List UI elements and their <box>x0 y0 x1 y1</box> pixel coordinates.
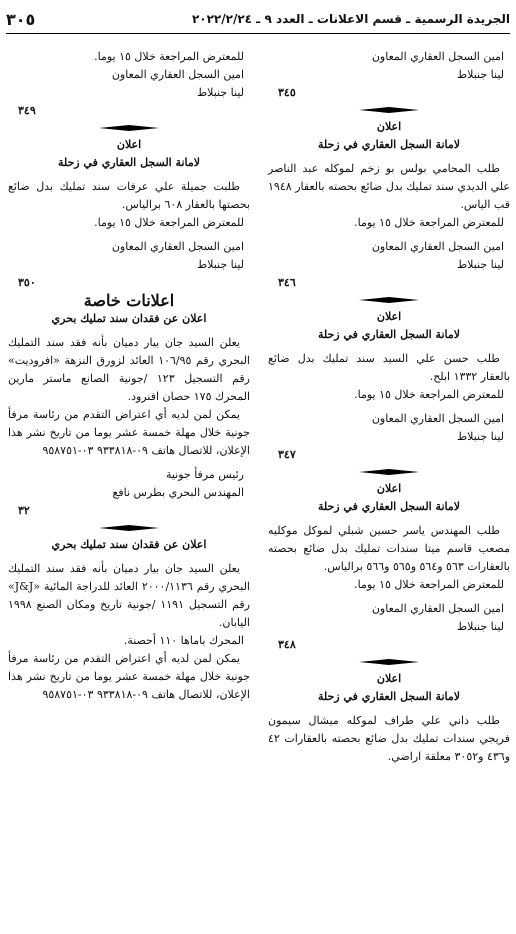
notice-number: ٣٤٩ <box>18 104 36 117</box>
signer-name: لينا جنبلاط <box>456 620 504 633</box>
notice-body: طلب حسن علي السيد سند تمليك بدل ضائع بالعقار ١٣٣٢ ابلح. <box>268 352 510 383</box>
objection-note: للمعترض المراجعة خلال ١٥ يوما. <box>354 578 504 591</box>
page-number: ٣٠٥ <box>6 9 36 29</box>
signer-title: امين السجل العقاري المعاون <box>111 68 244 81</box>
notice-subtitle: لامانة السجل العقاري في زحلة <box>317 328 461 341</box>
header-rule <box>6 33 510 34</box>
signer-title: رئيس مرفأ جونية <box>165 468 244 481</box>
notice-title: اعلان <box>376 120 402 133</box>
notice-subtitle: لامانة السجل العقاري في زحلة <box>317 690 461 703</box>
notice-body: طلب المهندس ياسر حسين شبلي لموكل موكليه مصعب قاسم ميتا سندات تمليك بدل ضائع بحصته بالعقارات ٥٦٣ و٥٦٤ و٥٦٥ و٥٦٦ برالياس. <box>268 524 510 573</box>
signer-name: لينا جنبلاط <box>456 68 504 81</box>
notice-number: ٣٤٥ <box>278 86 296 99</box>
notice-body: يعلن السيد جان بيار دميان بأنه فقد سند التمليك البحري رقم ٢٠٠٠/١١٣٦ العائد للدراجة المائية «J&J» رقم التسجيل ١١٩١ /جونية تاريخ ومكان الصنع ١٩٩٨ اليابان. <box>8 562 250 629</box>
notice-subtitle: لامانة السجل العقاري في زحلة <box>57 156 201 169</box>
notice-subtitle: لامانة السجل العقاري في زحلة <box>317 138 461 151</box>
signer-title: امين السجل العقاري المعاون <box>371 50 504 63</box>
signer-name: لينا جنبلاط <box>456 430 504 443</box>
objection-note: للمعترض المراجعة خلال ١٥ يوما. <box>354 388 504 401</box>
notice-number: ٣٤٧ <box>278 448 296 461</box>
divider <box>268 292 510 308</box>
divider <box>268 464 510 480</box>
signer-title: امين السجل العقاري المعاون <box>371 602 504 615</box>
objection-note: للمعترض المراجعة خلال ١٥ يوما. <box>94 216 244 229</box>
notice-title: اعلان عن فقدان سند تمليك بحري <box>51 538 207 551</box>
objection-note: يمكن لمن لديه أي اعتراض التقدم من رئاسة مرفأ جونية خلال مهلة خمسة عشر يوما من تاريخ نشر هذا الإعلان، للاتصال هاتف ٠٩-٩٣٣٨١٨ ٠٣-٩٥٨٧٥١ <box>8 408 250 457</box>
notice-title: اعلان <box>116 138 142 151</box>
divider <box>8 120 250 136</box>
engine-note: المحرك باماها ١١٠ أحصنة. <box>123 634 244 647</box>
signer-name: لينا جنبلاط <box>196 258 244 271</box>
notice-number: ٣٤٦ <box>278 276 296 289</box>
signer-title: امين السجل العقاري المعاون <box>371 240 504 253</box>
signer-title: امين السجل العقاري المعاون <box>111 240 244 253</box>
notice-body: يعلن السيد جان بيار دميان بأنه فقد سند التمليك البحري رقم ١٠٦/٩٥ العائد لزورق النزهة «افروديت» رقم التسجيل ١٢٣ /جونية الصانع ماستر مارين المحرك ١٧٥ حصان افنرود. <box>8 336 250 403</box>
notice-number: ٣٥٠ <box>18 276 36 289</box>
signer-name: لينا جنبلاط <box>196 86 244 99</box>
signer-name: لينا جنبلاط <box>456 258 504 271</box>
objection-note: للمعترض المراجعة خلال ١٥ يوما. <box>94 50 244 63</box>
signer-name: المهندس البحري بطرس نافع <box>112 486 244 499</box>
notice-subtitle: لامانة السجل العقاري في زحلة <box>317 500 461 513</box>
notice-number: ٣٤٨ <box>278 638 296 651</box>
right-column <box>268 48 510 766</box>
notice-title: اعلان <box>376 672 402 685</box>
notice-title: اعلان <box>376 310 402 323</box>
divider <box>8 520 250 536</box>
notice-title: اعلان <box>376 482 402 495</box>
left-column <box>8 48 250 704</box>
page-header <box>6 8 510 30</box>
notice-body: طلب المحامي بولس بو زخم لموكله عبد الناصر علي الديدي سند تمليك بدل ضائع بحصته بالعقار ١٩٤٨ قب الياس. <box>268 162 510 211</box>
notice-body: طلبت جميلة علي عرفات سند تمليك بدل ضائع بحصتها بالعقار ٦٠٨ برالياس. <box>8 180 250 211</box>
signer-title: امين السجل العقاري المعاون <box>371 412 504 425</box>
section-heading: اعلانات خاصة <box>83 291 175 310</box>
notice-body: طلب داني علي طراف لموكله ميشال سيمون فريجي سندات تمليك بدل ضائع بحصته بالعقارات ٤٢ و٤٣٦ و٣٠٥٢ معلقة اراضي. <box>268 714 510 763</box>
notice-title: اعلان عن فقدان سند تمليك بحري <box>51 312 207 325</box>
divider <box>268 102 510 118</box>
gazette-title: الجريدة الرسمية ـ قسم الاعلانات ـ العدد ٩ ـ ٢٠٢٢/٢/٢٤ <box>191 12 510 26</box>
objection-note: يمكن لمن لديه أي اعتراض التقدم من رئاسة مرفأ جونية خلال مهلة خمسة عشر يوما من تاريخ نشر هذا الإعلان، للاتصال هاتف ٠٩-٩٣٣٨١٨ ٠٣-٩٥٨٧٥١ <box>8 652 250 701</box>
divider <box>268 654 510 670</box>
objection-note: للمعترض المراجعة خلال ١٥ يوما. <box>354 216 504 229</box>
notice-number: ٣٢ <box>18 504 30 517</box>
